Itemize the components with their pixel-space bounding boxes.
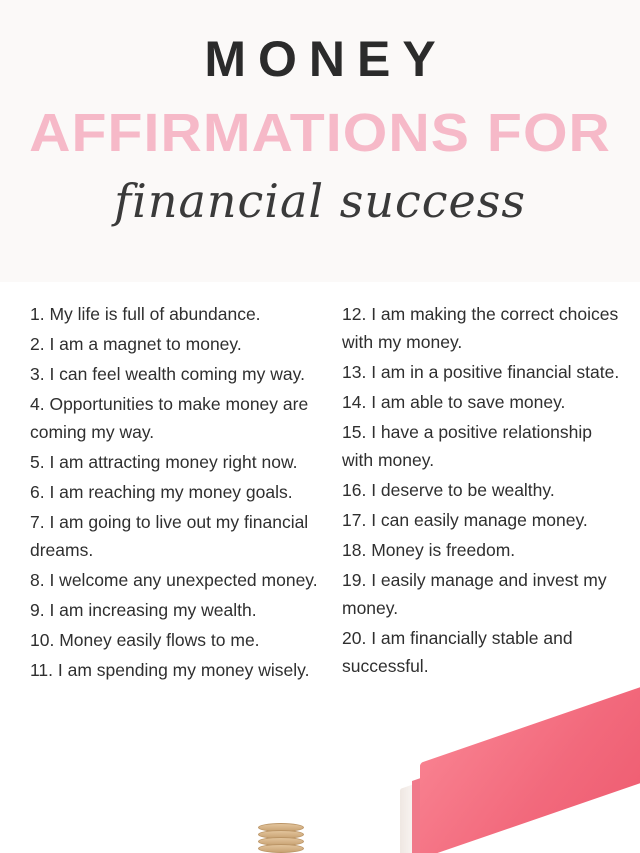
- affirmations-lists: [0, 300, 640, 686]
- list-item: 6. I am reaching my money goals.: [30, 482, 293, 502]
- list-item: 1. My life is full of abundance.: [30, 304, 261, 324]
- list-item: 3. I can feel wealth coming my way.: [30, 364, 305, 384]
- list-item: 10. Money easily flows to me.: [30, 630, 260, 650]
- list-item: 18. Money is freedom.: [342, 540, 516, 560]
- list-item: 20. I am financially stable and successful.: [342, 628, 573, 676]
- list-item: 16. I deserve to be wealthy.: [342, 480, 555, 500]
- book-spine: [412, 775, 428, 853]
- list-item: 2. I am a magnet to money.: [30, 334, 242, 354]
- list-item: 7. I am going to live out my financial dreams.: [30, 512, 309, 560]
- list-item: 15. I have a positive relationship with money.: [342, 422, 593, 470]
- list-item: 9. I am increasing my wealth.: [30, 600, 257, 620]
- coin-icon: [258, 830, 304, 839]
- book-pages: [400, 775, 440, 853]
- coin-icon: [258, 837, 304, 846]
- list-item: 4. Opportunities to make money are coming my way.: [30, 394, 309, 442]
- bottom-photo: [0, 723, 640, 853]
- page-title-affirmations: AFFIRMATIONS FOR: [29, 103, 611, 163]
- list-item: 19. I easily manage and invest my money.: [342, 570, 607, 618]
- book-cover: [420, 683, 640, 853]
- coin-icon: [258, 844, 304, 853]
- affirmations-column-right: [334, 300, 640, 686]
- list-item: 17. I can easily manage money.: [342, 510, 588, 530]
- list-item: 13. I am in a positive financial state.: [342, 362, 620, 382]
- list-item: 12. I am making the correct choices with my money.: [342, 304, 619, 352]
- list-item: 5. I am attracting money right now.: [30, 452, 298, 472]
- page-title-money: MONEY: [204, 31, 448, 87]
- affirmations-column-left: [0, 300, 334, 686]
- page-subtitle-script: financial success: [114, 174, 526, 228]
- pink-book-icon: [394, 739, 640, 853]
- coin-icon: [258, 823, 304, 832]
- poster-header: [0, 0, 640, 282]
- list-item: 11. I am spending my money wisely.: [30, 660, 310, 680]
- list-item: 8. I welcome any unexpected money.: [30, 570, 318, 590]
- list-item: 14. I am able to save money.: [342, 392, 566, 412]
- coin-stack-icon: [258, 819, 304, 853]
